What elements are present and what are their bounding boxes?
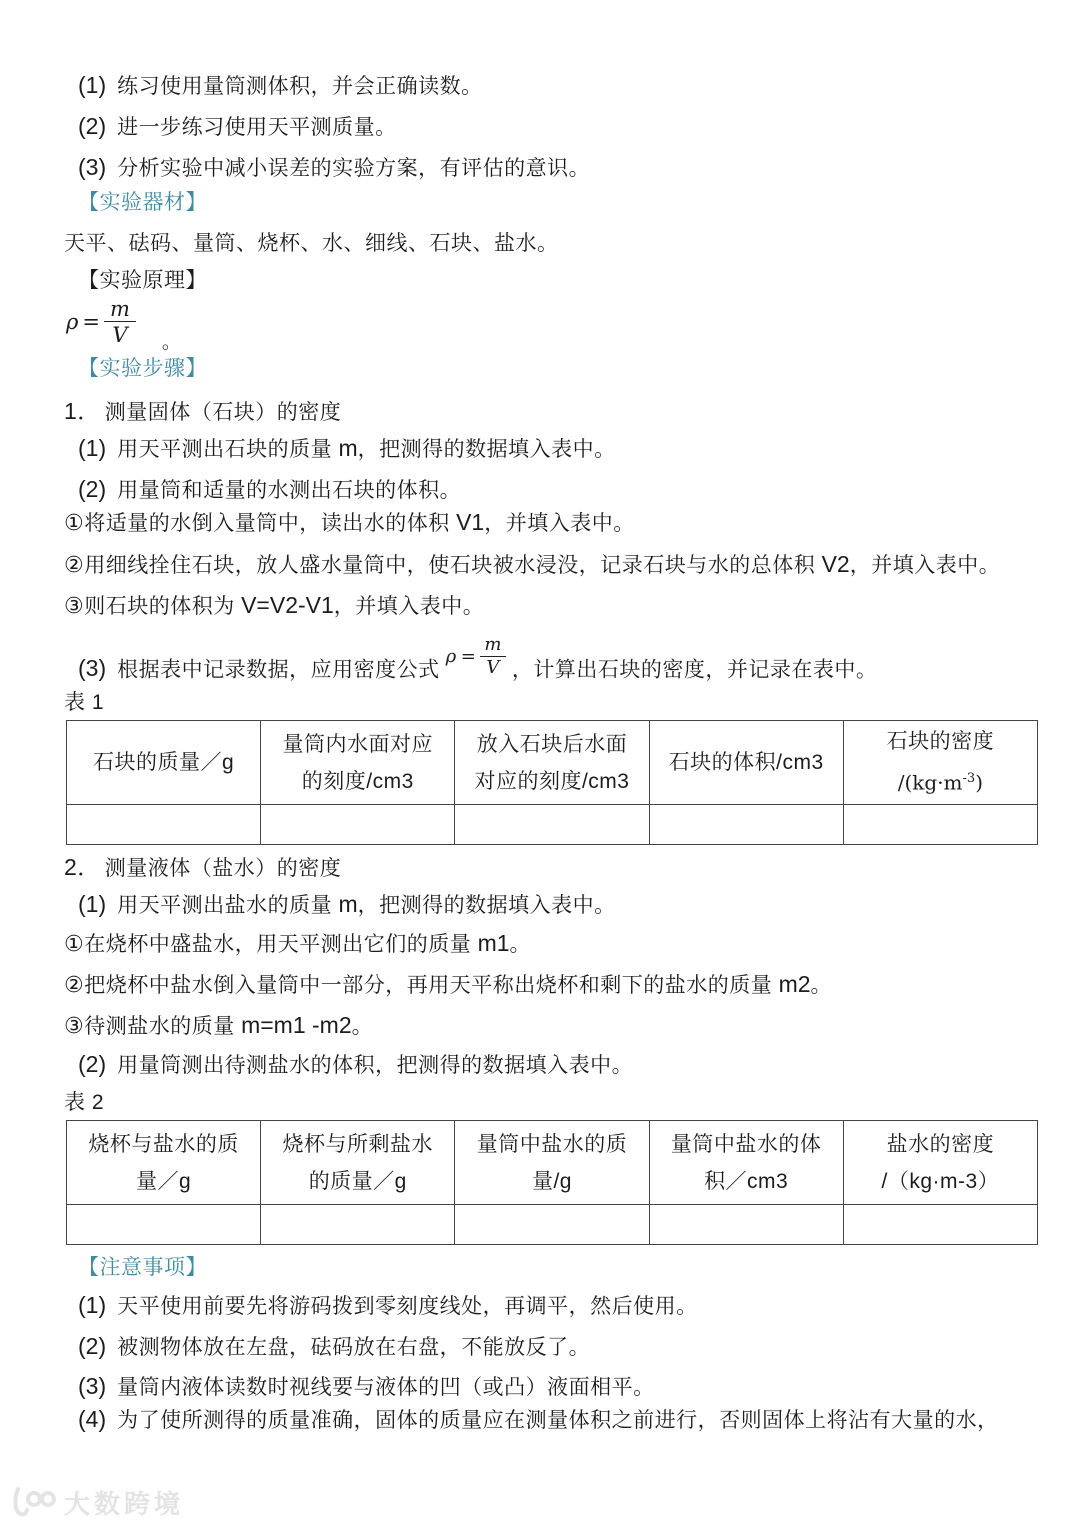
solid-step-3 xyxy=(78,634,878,692)
step-text: ，并填入表中。 xyxy=(484,512,635,535)
liquid-step-2 xyxy=(78,1049,633,1079)
variable: V=V2-V1 xyxy=(241,592,334,618)
liquid-substep-3 xyxy=(64,1010,373,1040)
note-text: 为了使所测得的质量准确，固体的质量应在测量体积之前进行，否则固体上将沾有大量的水， xyxy=(117,1409,999,1432)
solid-heading-text: 测量固体（石块）的密度 xyxy=(104,401,342,424)
solid-step-1 xyxy=(78,433,616,463)
step-text: ，把测得的数据填入表中。 xyxy=(357,438,616,461)
header-line: 对应的刻度/cm3 xyxy=(474,769,630,793)
note-text: 天平使用前要先将游码拨到零刻度线处，再调平，然后使用。 xyxy=(117,1295,698,1318)
step-text: ，并填入表中。 xyxy=(333,595,485,618)
table-2-data-cell xyxy=(843,1205,1037,1245)
unit-exponent: -3 xyxy=(962,771,976,787)
variable: m1 xyxy=(477,930,510,956)
step-text: ，并填入表中。 xyxy=(849,554,1001,577)
table-1-header-cell xyxy=(649,721,843,805)
table-1-data-cell xyxy=(843,805,1037,845)
liquid-heading-text: 测量液体（盐水）的密度 xyxy=(104,857,342,880)
table-1-label: 表 1 xyxy=(64,691,105,714)
note-text: 量筒内液体读数时视线要与液体的凹（或凸）液面相平。 xyxy=(117,1376,655,1399)
table-1-header-cell xyxy=(455,721,649,805)
liquid-substep-1 xyxy=(64,928,531,958)
header-line: 盐水的密度 xyxy=(886,1132,995,1156)
step-text: 在烧杯中盛盐水，用天平测出它们的质量 xyxy=(84,933,478,956)
table-2-header-row xyxy=(67,1121,1038,1205)
header-line: /（kg·m-3） xyxy=(881,1169,1000,1193)
formula-numerator: m xyxy=(480,636,506,657)
formula-equals: = xyxy=(82,310,100,335)
table-2-data-row xyxy=(67,1205,1038,1245)
table-1-header-cell xyxy=(261,721,455,805)
variable: m xyxy=(338,891,358,917)
table-2-data-cell xyxy=(261,1205,455,1245)
header-line: 烧杯与所剩盐水 xyxy=(282,1132,434,1156)
note-number: (3) xyxy=(78,1373,107,1399)
table-1-data-cell xyxy=(261,805,455,845)
note-item xyxy=(78,1331,590,1361)
watermark-logo-icon xyxy=(10,1486,56,1520)
table-1-data-row xyxy=(67,805,1038,845)
table-1-data-cell xyxy=(455,805,649,845)
header-line: 石块的质量／g xyxy=(93,751,235,774)
variable: V2 xyxy=(821,551,850,577)
objective-number: (2) xyxy=(78,113,107,139)
solid-substep-3 xyxy=(64,590,484,620)
circled-number: ② xyxy=(64,552,85,577)
objective-item xyxy=(78,111,397,141)
step-number: (1) xyxy=(78,435,107,461)
step-text: 根据表中记录数据，应用密度公式 xyxy=(117,658,440,682)
step-number: (2) xyxy=(78,476,107,502)
header-line: 量／g xyxy=(136,1169,192,1193)
step-text: 用天平测出石块的质量 xyxy=(117,438,339,461)
table-2-header-cell xyxy=(261,1121,455,1205)
note-number: (1) xyxy=(78,1292,107,1318)
density-unit xyxy=(844,760,1037,802)
header-line: 烧杯与盐水的质 xyxy=(88,1132,239,1156)
header-line: 量筒内水面对应 xyxy=(282,732,434,756)
note-item xyxy=(78,1371,655,1401)
step-text: 。 xyxy=(351,1015,374,1038)
circled-number: ③ xyxy=(64,593,85,618)
liquid-heading-number: 2． xyxy=(64,854,101,880)
step-text: 将适量的水倒入量筒中，读出水的体积 xyxy=(84,512,457,535)
formula-fraction xyxy=(480,636,506,678)
table-1-header-row xyxy=(67,721,1038,805)
objective-item xyxy=(78,70,483,100)
objective-number: (1) xyxy=(78,72,107,98)
step-number: (2) xyxy=(78,1051,107,1077)
solid-substep-1 xyxy=(64,507,635,537)
header-line: 的刻度/cm3 xyxy=(301,769,414,793)
note-item xyxy=(78,1404,999,1434)
header-line: 石块的体积/cm3 xyxy=(668,751,824,774)
table-1-data-cell xyxy=(649,805,843,845)
formula-equals: = xyxy=(460,646,477,668)
table-1-data-cell xyxy=(67,805,261,845)
table-2-label: 表 2 xyxy=(64,1091,105,1114)
density-formula xyxy=(66,297,181,354)
watermark-text: 大数跨境 xyxy=(64,1489,185,1519)
table-1-header-cell xyxy=(67,721,261,805)
circled-number: ① xyxy=(64,510,85,535)
formula-denominator: V xyxy=(112,323,128,348)
step-text: 。 xyxy=(509,933,532,956)
equipment-list: 天平、砝码、量筒、烧杯、水、细线、石块、盐水。 xyxy=(64,232,559,255)
table-2-data-cell xyxy=(67,1205,261,1245)
liquid-heading xyxy=(64,849,341,882)
solid-heading-number: 1． xyxy=(64,398,101,424)
objective-text: 分析实验中减小误差的实验方案，有评估的意识。 xyxy=(117,157,591,180)
step-text: ，把测得的数据填入表中。 xyxy=(357,894,616,917)
liquid-substep-2 xyxy=(64,969,832,999)
header-line: 积／cm3 xyxy=(704,1169,789,1193)
table-1-header-cell xyxy=(843,721,1037,805)
section-title-principle: 【实验原理】 xyxy=(78,269,207,292)
circled-number: ① xyxy=(64,931,85,956)
variable: m xyxy=(338,435,358,461)
step-text: ，计算出石块的密度，并记录在表中。 xyxy=(511,658,878,682)
formula-denominator: V xyxy=(486,656,500,678)
section-title-notes: 【注意事项】 xyxy=(78,1256,207,1279)
step-text: 用量筒和适量的水测出石块的体积。 xyxy=(117,479,462,502)
table-1 xyxy=(66,720,1038,845)
variable: m=m1 -m2 xyxy=(241,1012,352,1038)
solid-heading xyxy=(64,393,341,426)
formula-fraction xyxy=(104,298,136,346)
section-title-equipment: 【实验器材】 xyxy=(78,191,207,214)
header-line: 量/g xyxy=(531,1169,572,1193)
step-number: (1) xyxy=(78,891,107,917)
header-line: 石块的密度 xyxy=(886,730,995,754)
table-2-header-cell xyxy=(843,1121,1037,1205)
header-line: 量筒中盐水的质 xyxy=(476,1132,628,1156)
step-text: 用天平测出盐水的质量 xyxy=(117,894,339,917)
formula-numerator: m xyxy=(104,298,136,322)
variable: m2 xyxy=(778,971,811,997)
step-text: 。 xyxy=(810,974,833,997)
table-2-header-cell xyxy=(455,1121,649,1205)
formula-period: 。 xyxy=(161,332,181,354)
objective-number: (3) xyxy=(78,154,107,180)
table-2-header-cell xyxy=(67,1121,261,1205)
note-number: (4) xyxy=(78,1406,107,1432)
step-number: (3) xyxy=(78,655,107,682)
formula-rho: ρ xyxy=(66,310,79,335)
step-text: 把烧杯中盐水倒入量筒中一部分，再用天平称出烧杯和剩下的盐水的质量 xyxy=(84,974,779,997)
header-line: 量筒中盐水的体 xyxy=(670,1132,822,1156)
formula-rho: ρ xyxy=(445,646,457,668)
table-2-header-cell xyxy=(649,1121,843,1205)
step-text: 用量筒测出待测盐水的体积，把测得的数据填入表中。 xyxy=(117,1054,634,1077)
step-text: 待测盐水的质量 xyxy=(84,1015,242,1038)
objective-item xyxy=(78,152,590,182)
objective-text: 练习使用量筒测体积，并会正确读数。 xyxy=(117,75,483,98)
solid-step-2 xyxy=(78,474,461,504)
solid-substep-2 xyxy=(64,549,1000,579)
watermark xyxy=(10,1484,184,1521)
table-2-data-cell xyxy=(455,1205,649,1245)
section-title-steps: 【实验步骤】 xyxy=(78,357,207,380)
liquid-step-1 xyxy=(78,889,616,919)
note-number: (2) xyxy=(78,1333,107,1359)
circled-number: ③ xyxy=(64,1013,85,1038)
header-line: 放入石块后水面 xyxy=(476,732,628,756)
unit-text: /(kg·m xyxy=(897,770,963,795)
inline-density-formula xyxy=(446,636,506,678)
circled-number: ② xyxy=(64,972,85,997)
table-2-data-cell xyxy=(649,1205,843,1245)
step-text: 用细线拴住石块，放人盛水量筒中，使石块被水浸没，记录石块与水的总体积 xyxy=(84,554,822,577)
unit-text: ) xyxy=(975,770,984,795)
table-2 xyxy=(66,1120,1038,1245)
header-line: 的质量／g xyxy=(308,1169,407,1193)
step-text: 则石块的体积为 xyxy=(84,595,242,618)
note-text: 被测物体放在左盘，砝码放在右盘，不能放反了。 xyxy=(117,1336,591,1359)
note-item xyxy=(78,1290,698,1320)
variable: V1 xyxy=(456,509,485,535)
objective-text: 进一步练习使用天平测质量。 xyxy=(117,116,397,139)
